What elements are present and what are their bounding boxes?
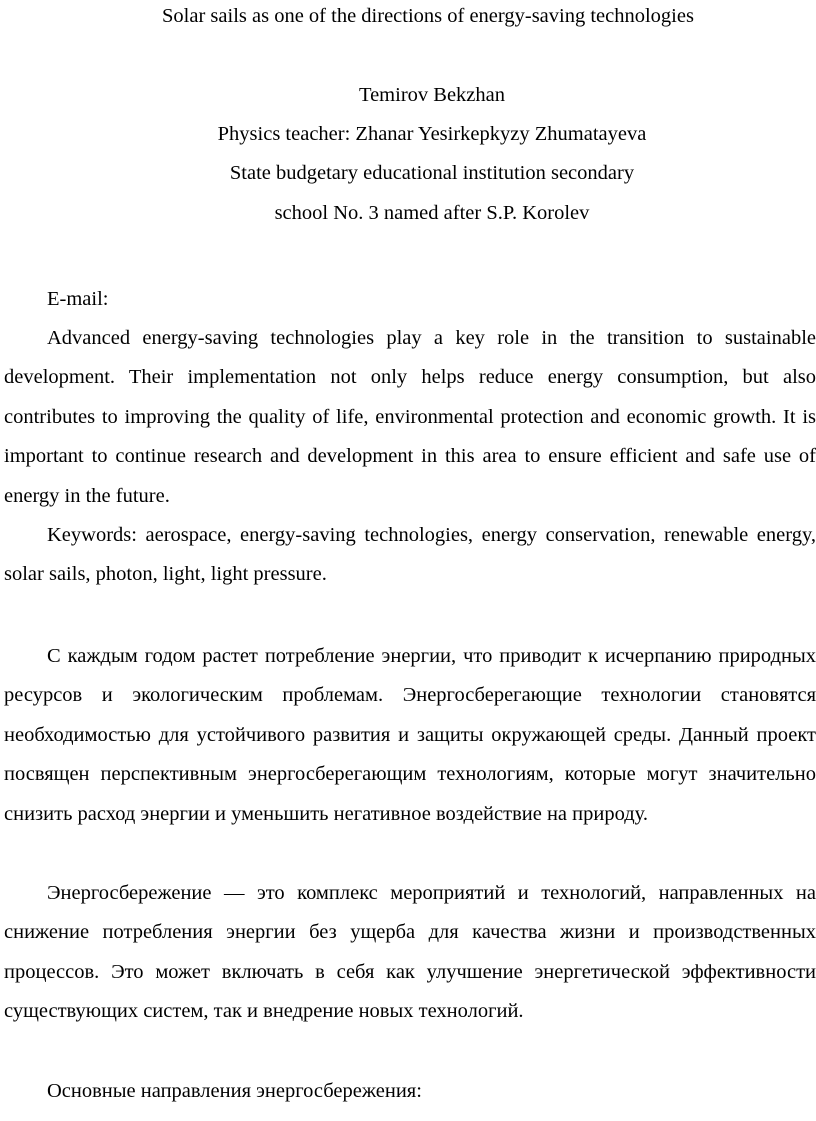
institution-line-1: State budgetary educational institution secondary xyxy=(229,162,635,184)
keywords-paragraph: Keywords: aerospace, energy-saving technologies, energy conservation, renewable energy, solar sails, photon, light, light pressure. xyxy=(4,524,816,586)
section-heading: Основные направления энергосбережения: xyxy=(47,1080,422,1102)
russian-paragraph-2: Энергосбережение — это комплекс мероприятий и технологий, направленных на снижение потребления энергии без ущерба для качества жизни и производственных процессов. Это может включать в себя как улучшение энергетической эффективности существующих систем, так и внедрение новых технологий. xyxy=(4,882,816,1023)
russian-paragraph-1: С каждым годом растет потребление энергии, что приводит к исчерпанию природных ресурсов и экологическим проблемам. Энергосберегающие технологии становятся необходимостью для устойчивого развития и защиты окружающей среды. Данный проект посвящен перспективным энергосберегающим технологиям, которые могут значительно снизить расход энергии и уменьшить негативное воздействие на природу. xyxy=(4,645,816,825)
author-name: Temirov Bekzhan xyxy=(358,84,505,106)
abstract-paragraph: Advanced energy-saving technologies play a key role in the transition to sustainable development. Their implementation not only helps reduce energy consumption, but also contributes to improving the quality of life, environmental protection and economic growth. It is important to continue research and development in this area to ensure efficient and safe use of energy in the future. xyxy=(4,327,816,507)
teacher-line: Physics teacher: Zhanar Yesirkepkyzy Zhumatayeva xyxy=(217,123,647,145)
institution-line-2: school No. 3 named after S.P. Korolev xyxy=(274,202,590,224)
email-label: E-mail: xyxy=(47,288,109,310)
document-title: Solar sails as one of the directions of energy-saving technologies xyxy=(162,5,694,27)
